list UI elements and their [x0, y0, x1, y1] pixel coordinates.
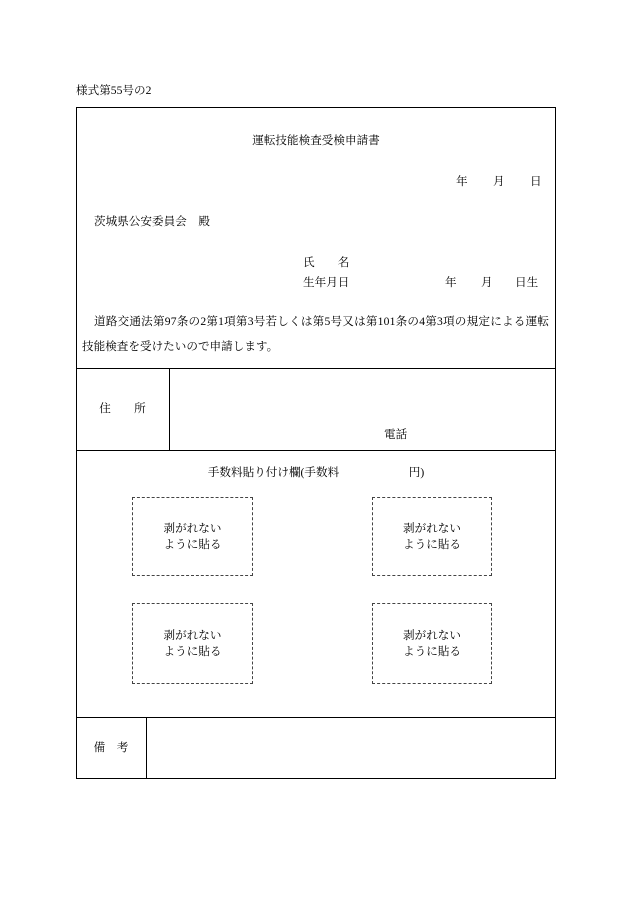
remarks-label: 備 考 — [93, 741, 129, 754]
phone-label: 電話 — [384, 428, 408, 441]
birthdate-month-label: 月 — [481, 276, 493, 289]
remarks-column-divider — [146, 717, 147, 779]
stamp-slot-text-line-1: 剥がれない — [163, 628, 222, 642]
addressee: 茨城県公安委員会 殿 — [94, 215, 210, 228]
birthdate-year-label: 年 — [445, 276, 457, 289]
stamp-slot-text-line-2: ように貼る — [163, 537, 222, 551]
address-row-top-divider — [76, 368, 556, 369]
birthdate-label: 生年月日 — [303, 276, 350, 289]
stamp-slot-text-line-2: ように貼る — [403, 644, 461, 658]
stamp-slot — [372, 497, 492, 576]
address-column-divider — [169, 368, 170, 450]
form-title: 運転技能検査受検申請書 — [252, 134, 380, 147]
statement-line-2: 技能検査を受けたいので申請します。 — [82, 340, 279, 353]
name-label: 氏 名 — [303, 256, 350, 269]
stamp-slot-text-line-1: 剥がれない — [403, 628, 461, 642]
stamp-slot-text-line-2: ように貼る — [403, 537, 461, 551]
stamp-slot — [132, 497, 253, 576]
date-year-label: 年 — [456, 175, 468, 188]
stamp-slot-text-line-2: ように貼る — [163, 644, 222, 658]
form-number: 様式第55号の2 — [76, 84, 152, 97]
birthdate-day-label: 日生 — [515, 276, 539, 289]
remarks-row-top-divider — [76, 717, 556, 718]
statement-line-1: 道路交通法第97条の2第1項第3号若しくは第5号又は第101条の4第3項の規定による運転 — [94, 315, 550, 328]
fee-stamp-heading: 手数料貼り付け欄(手数料 円) — [207, 466, 425, 479]
date-day-label: 日 — [530, 175, 542, 188]
stamp-slot — [372, 603, 492, 684]
stamp-slot-text-line-1: 剥がれない — [163, 521, 222, 535]
address-label: 住 所 — [99, 402, 146, 415]
stamp-slot — [132, 603, 253, 684]
date-month-label: 月 — [493, 175, 505, 188]
fee-section-top-divider — [76, 450, 556, 451]
stamp-slot-text-line-1: 剥がれない — [403, 521, 461, 535]
